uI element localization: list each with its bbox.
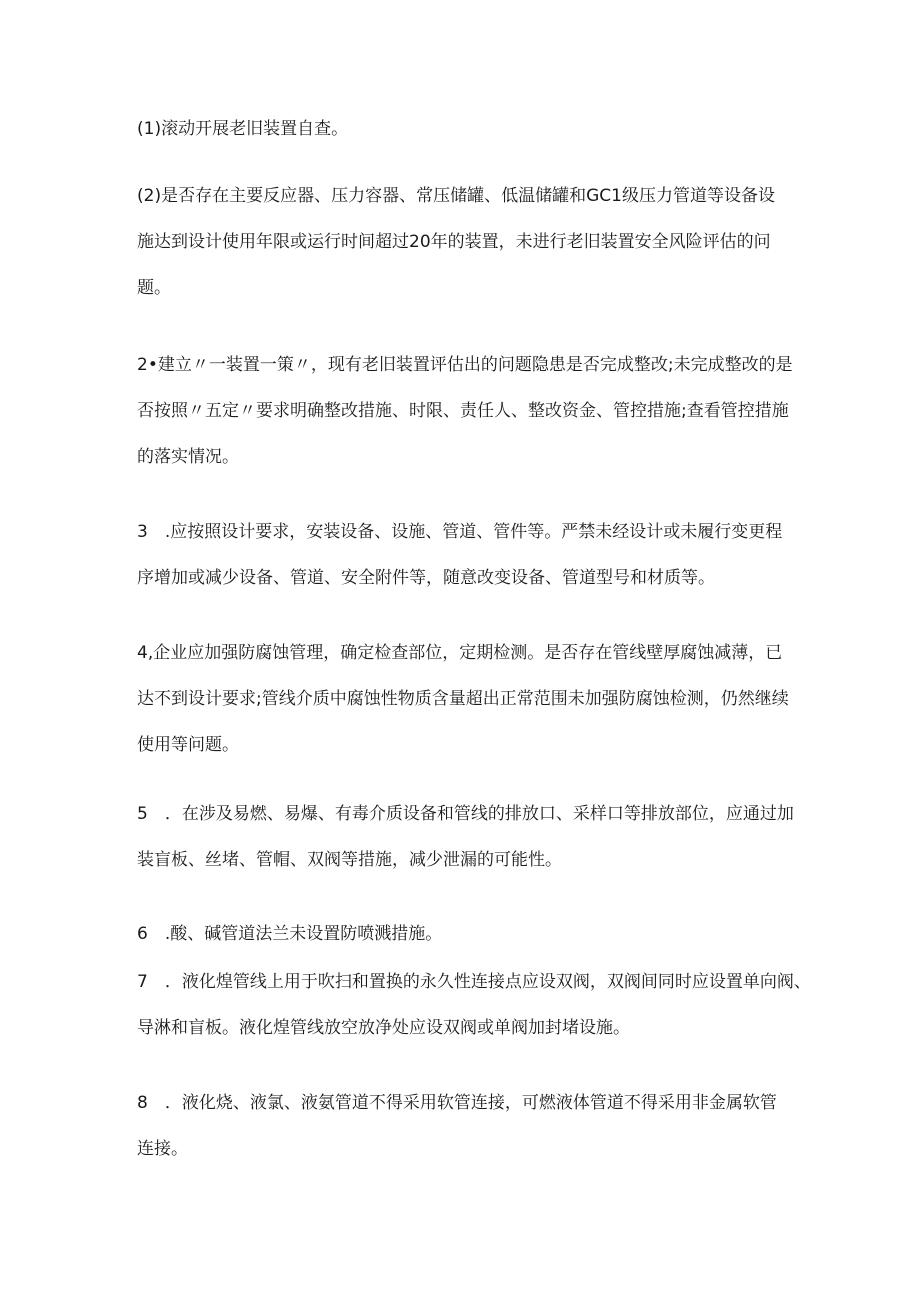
text-line: (2)是否存在主要反应器、压力容器、常压储罐、低温储罐和GC1级压力管道等设备设: [137, 186, 775, 206]
text-line: 使用等问题。: [137, 735, 239, 755]
text-line: 3 .应按照设计要求，安装设备、设施、管道、管件等。严禁未经设计或未履行变更程: [137, 522, 783, 542]
text-line: 6 .酸、碱管道法兰未设置防喷溅措施。: [137, 924, 443, 944]
text-line: 5 ．在涉及易燃、易爆、有毒介质设备和管线的排放口、采样口等排放部位，应通过加: [137, 804, 794, 824]
paragraph-8-hose-connections: [137, 1080, 797, 1172]
text-line: 2•建立〃一装置一策〃，现有老旧装置评估出的问题隐患是否完成整改;未完成整改的是: [137, 355, 793, 375]
paragraph-7-double-valves: [137, 959, 811, 1051]
text-line: 导淋和盲板。液化煌管线放空放净处应设双阀或单阀加封堵设施。: [137, 1018, 630, 1038]
text-line: 的落实情况。: [137, 447, 239, 467]
text-line: (1)滚动开展老旧装置自查。: [137, 119, 349, 139]
text-line: 施达到设计使用年限或运行时间超过20年的装置，未进行老旧装置安全风险评估的问: [137, 232, 771, 252]
paragraph-4-corrosion-management: [137, 630, 797, 768]
paragraph-5-discharge-points: [137, 791, 797, 883]
text-line: 4,企业应加强防腐蚀管理，确定检查部位，定期检测。是否存在管线壁厚腐蚀减薄，已: [137, 643, 783, 663]
text-line: 连接。: [137, 1139, 188, 1159]
paragraph-6-flange-splash: [137, 911, 797, 957]
text-line: 否按照〃五定〃要求明确整改措施、时限、责任人、整改资金、管控措施;查看管控措施: [137, 401, 789, 421]
paragraph-1-2-equipment-age: [137, 173, 797, 311]
text-line: 8 ．液化烧、液氯、液氨管道不得采用软管连接，可燃液体管道不得采用非金属软管: [137, 1093, 777, 1113]
text-line: 序增加或减少设备、管道、安全附件等，随意改变设备、管道型号和材质等。: [137, 568, 715, 588]
text-line: 装盲板、丝堵、管帽、双阀等措施，减少泄漏的可能性。: [137, 850, 562, 870]
text-line: 7 ．液化煌管线上用于吹扫和置换的永久性连接点应设双阀，双阀间同时应设置单向阀、: [137, 972, 811, 992]
paragraph-2-one-device-one-policy: [137, 342, 797, 480]
paragraph-1-1-self-inspection: [137, 106, 797, 152]
text-line: 达不到设计要求;管线介质中腐蚀性物质含量超出正常范围未加强防腐蚀检测，仍然继续: [137, 689, 789, 709]
paragraph-3-design-requirements: [137, 509, 797, 601]
text-line: 题。: [137, 278, 171, 298]
